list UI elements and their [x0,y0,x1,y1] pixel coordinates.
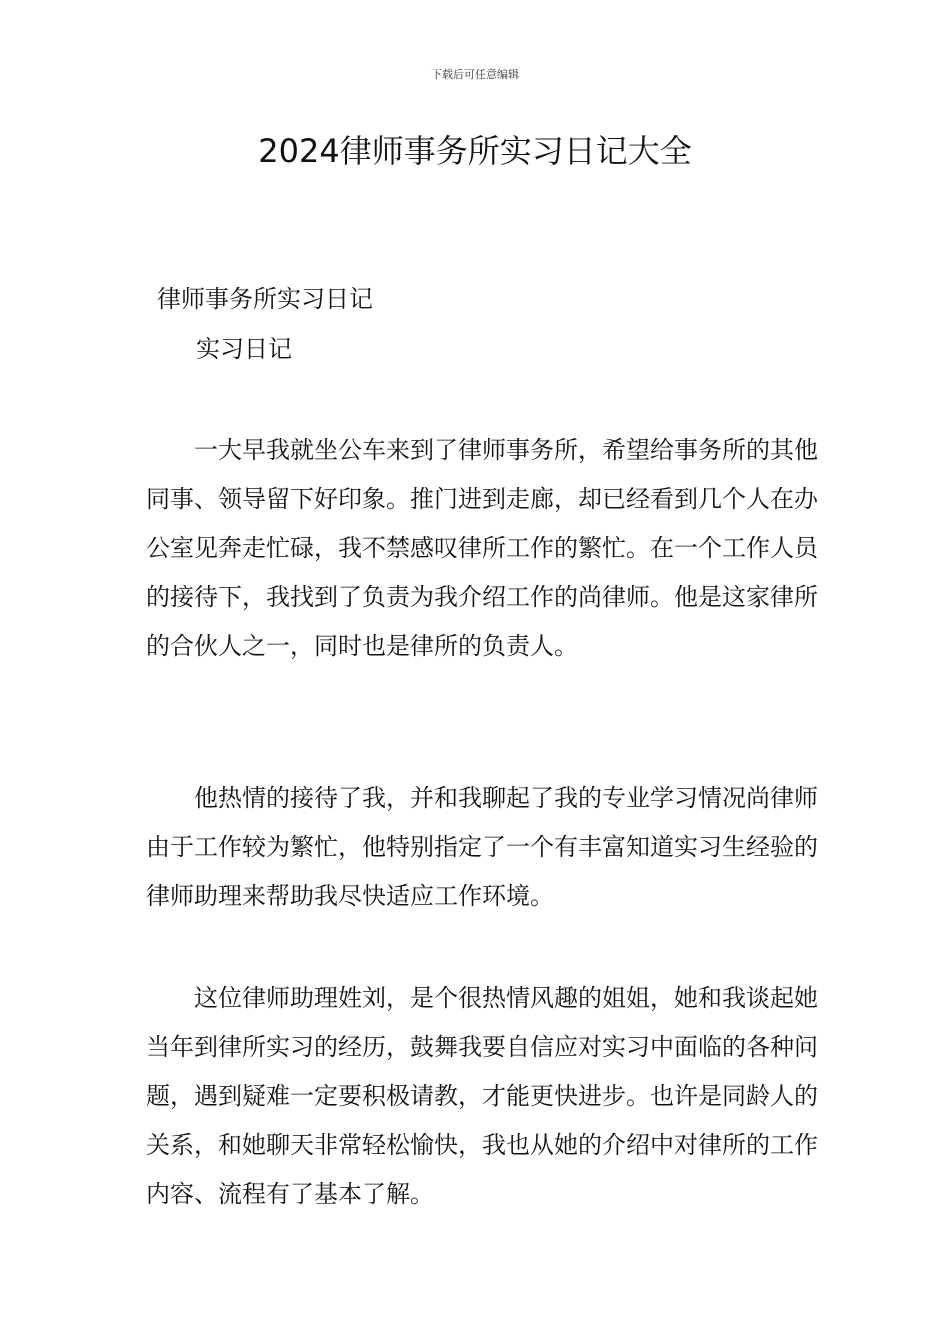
document-subtitle: 律师事务所实习日记 [157,285,373,313]
section-heading: 实习日记 [196,335,292,363]
header-note: 下载后可任意编辑 [431,68,519,81]
document-title: 2024律师事务所实习日记大全 [258,132,692,170]
paragraph-1: 一大早我就坐公车来到了律师事务所，希望给事务所的其他同事、领导留下好印象。推门进到走廊，却已经看到几个人在办公室见奔走忙碌，我不禁感叹律所工作的繁忙。在一个工作人员的接待下，我找到了负责为我介绍工作的尚律师。他是这家律所的合伙人之一，同时也是律所的负责人。 [146,436,818,660]
paragraph-3: 这位律师助理姓刘，是个很热情风趣的姐姐，她和我谈起她当年到律所实习的经历，鼓舞我要自信应对实习中面临的各种问题，遇到疑难一定要积极请教，才能更快进步。也许是同龄人的关系，和她聊天非常轻松愉快，我也从她的介绍中对律所的工作内容、流程有了基本了解。 [146,984,818,1208]
paragraph-2: 他热情的接待了我，并和我聊起了我的专业学习情况尚律师由于工作较为繁忙，他特别指定了一个有丰富知道实习生经验的律师助理来帮助我尽快适应工作环境。 [146,784,818,910]
